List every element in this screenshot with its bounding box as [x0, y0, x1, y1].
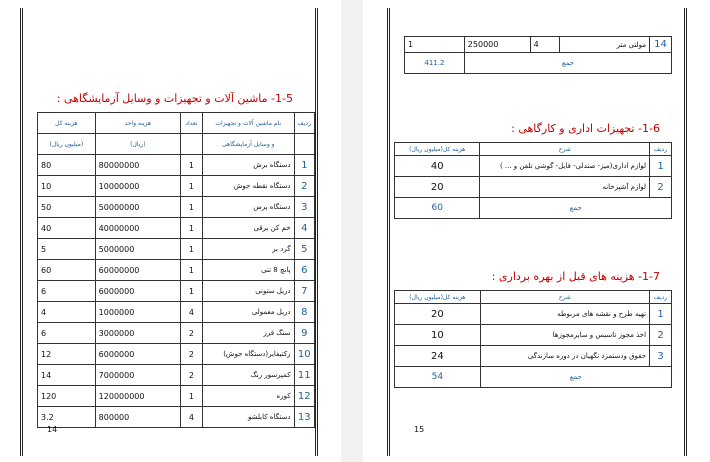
cell-unit: 1000000 — [95, 302, 180, 323]
col-name-header-line2: و وسایل آزمایشگاهی — [202, 134, 294, 155]
cell-count: 1 — [180, 197, 202, 218]
office-equipment-table — [394, 142, 672, 219]
cell-total: 10 — [395, 325, 481, 346]
cell-total: 40 — [395, 156, 480, 177]
table-row — [38, 323, 315, 344]
pre-operation-costs-table — [394, 290, 672, 388]
cell-count: 1 — [180, 260, 202, 281]
total-row — [395, 367, 672, 388]
col-row-header: ردیف — [650, 143, 672, 156]
cell-name: کوره — [202, 386, 294, 407]
col-unit-header-line2: (ریال) — [95, 134, 180, 155]
left-page — [20, 8, 318, 456]
cell-name: گرد بر — [202, 239, 294, 260]
col-desc-header: شرح — [480, 291, 649, 304]
total-label: جمع — [480, 198, 672, 219]
table-row — [395, 156, 672, 177]
cell-row: 13 — [294, 407, 314, 428]
cell-row: 3 — [650, 346, 672, 367]
cell-row: 4 — [294, 218, 314, 239]
cell-total: 14 — [38, 365, 96, 386]
cell-name: مولتی متر — [560, 37, 650, 53]
cell-row: 6 — [294, 260, 314, 281]
table-row — [405, 37, 672, 53]
cell-total: 40 — [38, 218, 96, 239]
cell-name: پانچ 8 تنی — [202, 260, 294, 281]
cell-total: 50 — [38, 197, 96, 218]
machinery-table — [37, 112, 315, 428]
table-row — [38, 239, 315, 260]
pre-operation-costs-body — [395, 304, 672, 367]
cell-name: دریل معمولی — [202, 302, 294, 323]
table-header-row — [38, 113, 315, 134]
cell-total: 6 — [38, 281, 96, 302]
cell-row: 11 — [294, 365, 314, 386]
table-row — [38, 281, 315, 302]
table-header-row — [395, 143, 672, 156]
cell-row: 8 — [294, 302, 314, 323]
cell-total: 24 — [395, 346, 481, 367]
table-row — [38, 155, 315, 176]
cell-row: 1 — [650, 156, 672, 177]
cell-row: 10 — [294, 344, 314, 365]
table-row — [38, 197, 315, 218]
cell-unit: 80000000 — [95, 155, 180, 176]
section-5-heading: 1-5- ماشین آلات و تجهیزات و وسایل آزمایشگاهی : — [56, 92, 293, 105]
col-desc-header: شرح — [480, 143, 650, 156]
cell-count: 1 — [180, 218, 202, 239]
cell-name: دستگاه نقطه جوش — [202, 176, 294, 197]
cell-total: 60 — [38, 260, 96, 281]
cell-unit: 60000000 — [95, 260, 180, 281]
cell-desc: لوازم آشپزخانه — [480, 177, 650, 198]
total-value: 60 — [395, 198, 480, 219]
cell-total: 12 — [38, 344, 96, 365]
cell-unit: 50000000 — [95, 197, 180, 218]
table-row — [38, 176, 315, 197]
total-row — [405, 53, 672, 74]
cell-count: 1 — [180, 281, 202, 302]
cell-unit: 10000000 — [95, 176, 180, 197]
table-header-row — [395, 291, 672, 304]
cell-total: 20 — [395, 177, 480, 198]
cell-name: کمپرسور رنگ — [202, 365, 294, 386]
table-row — [395, 346, 672, 367]
table-row — [38, 386, 315, 407]
col-name-header — [202, 113, 294, 134]
cell-total: 1 — [405, 37, 465, 53]
total-row — [395, 198, 672, 219]
page-number: 15 — [414, 425, 425, 434]
cell-unit: 120000000 — [95, 386, 180, 407]
cell-count: 1 — [180, 239, 202, 260]
col-row-header: ردیف — [650, 291, 672, 304]
cell-unit: 3000000 — [95, 323, 180, 344]
cell-unit: 7000000 — [95, 365, 180, 386]
cell-name: دریل ستونی — [202, 281, 294, 302]
section-6-heading: 1-6- تجهیزات اداری و کارگاهی : — [511, 122, 660, 135]
cell-count: 2 — [180, 365, 202, 386]
cell-name: خم کن برقی — [202, 218, 294, 239]
cell-desc: تهیه طرح و نقشه های مربوطه — [480, 304, 649, 325]
cell-row: 2 — [650, 177, 672, 198]
machinery-table-body — [38, 155, 315, 428]
cell-count: 2 — [180, 323, 202, 344]
cell-row: 3 — [294, 197, 314, 218]
cell-unit: 5000000 — [95, 239, 180, 260]
table-row — [395, 177, 672, 198]
cell-unit: 800000 — [95, 407, 180, 428]
cell-row: 2 — [650, 325, 672, 346]
cell-unit: 40000000 — [95, 218, 180, 239]
cell-count: 1 — [180, 386, 202, 407]
total-value: 411.2 — [405, 53, 465, 74]
table-header-row-2 — [38, 134, 315, 155]
cell-desc: اخذ مجوز تاسیس و سایرمجوزها — [480, 325, 649, 346]
cell-row: 14 — [650, 37, 672, 53]
col-total-header: هزینه کل(میلیون ریال) — [395, 291, 481, 304]
col-total-header-line2: (میلیون ریال) — [38, 134, 96, 155]
cell-name: دستگاه پرس — [202, 197, 294, 218]
cell-count: 1 — [180, 176, 202, 197]
table-row — [38, 344, 315, 365]
cell-count: 2 — [180, 344, 202, 365]
cell-unit: 6000000 — [95, 344, 180, 365]
cell-unit: 250000 — [464, 37, 530, 53]
cell-total: 6 — [38, 323, 96, 344]
table-row — [38, 302, 315, 323]
page-number: 14 — [47, 425, 58, 434]
continued-table — [404, 36, 672, 74]
cell-count: 1 — [180, 155, 202, 176]
cell-row: 9 — [294, 323, 314, 344]
cell-row: 2 — [294, 176, 314, 197]
cell-name: رکتیفایر(دستگاه جوش) — [202, 344, 294, 365]
cell-total: 120 — [38, 386, 96, 407]
table-row — [38, 260, 315, 281]
total-value: 54 — [395, 367, 481, 388]
col-total-header: هزینه کل(میلیون ریال) — [395, 143, 480, 156]
col-count-header: تعداد — [180, 113, 202, 134]
total-label: جمع — [464, 53, 671, 74]
cell-count: 4 — [180, 302, 202, 323]
cell-total: 5 — [38, 239, 96, 260]
cell-total: 20 — [395, 304, 481, 325]
cell-row: 12 — [294, 386, 314, 407]
cell-total: 4 — [38, 302, 96, 323]
table-row — [38, 407, 315, 428]
cell-unit: 6000000 — [95, 281, 180, 302]
cell-name: دستگاه کابلشو — [202, 407, 294, 428]
cell-total: 10 — [38, 176, 96, 197]
table-row — [395, 325, 672, 346]
total-label: جمع — [480, 367, 671, 388]
cell-total: 80 — [38, 155, 96, 176]
table-row — [395, 304, 672, 325]
cell-row: 5 — [294, 239, 314, 260]
cell-name: سنگ فرز — [202, 323, 294, 344]
section-7-heading: 1-7- هزینه های قبل از بهره برداری : — [491, 270, 660, 283]
cell-row: 7 — [294, 281, 314, 302]
cell-desc: لوازم اداری(میز- صندلی- فایل- گوشی تلفن و ... ) — [480, 156, 650, 177]
cell-desc: حقوق ودستمزد نگهبان در دوره سازندگی — [480, 346, 649, 367]
office-equipment-body — [395, 156, 672, 198]
cell-total: 3.2 — [38, 407, 96, 428]
cell-name: دستگاه برش — [202, 155, 294, 176]
right-page — [387, 8, 687, 456]
cell-count: 4 — [180, 407, 202, 428]
col-unit-header: هزینه واحد — [95, 113, 180, 134]
cell-count: 4 — [530, 37, 560, 53]
col-total-header-line1: هزینه کل — [55, 119, 78, 127]
col-row-header: ردیف — [294, 113, 314, 134]
col-name-header-line1: نام ماشین آلات و تجهیزات — [215, 119, 282, 127]
cell-row: 1 — [650, 304, 672, 325]
table-row — [38, 218, 315, 239]
page-gutter — [341, 0, 363, 462]
table-row — [38, 365, 315, 386]
col-total-header — [38, 113, 96, 134]
cell-row: 1 — [294, 155, 314, 176]
